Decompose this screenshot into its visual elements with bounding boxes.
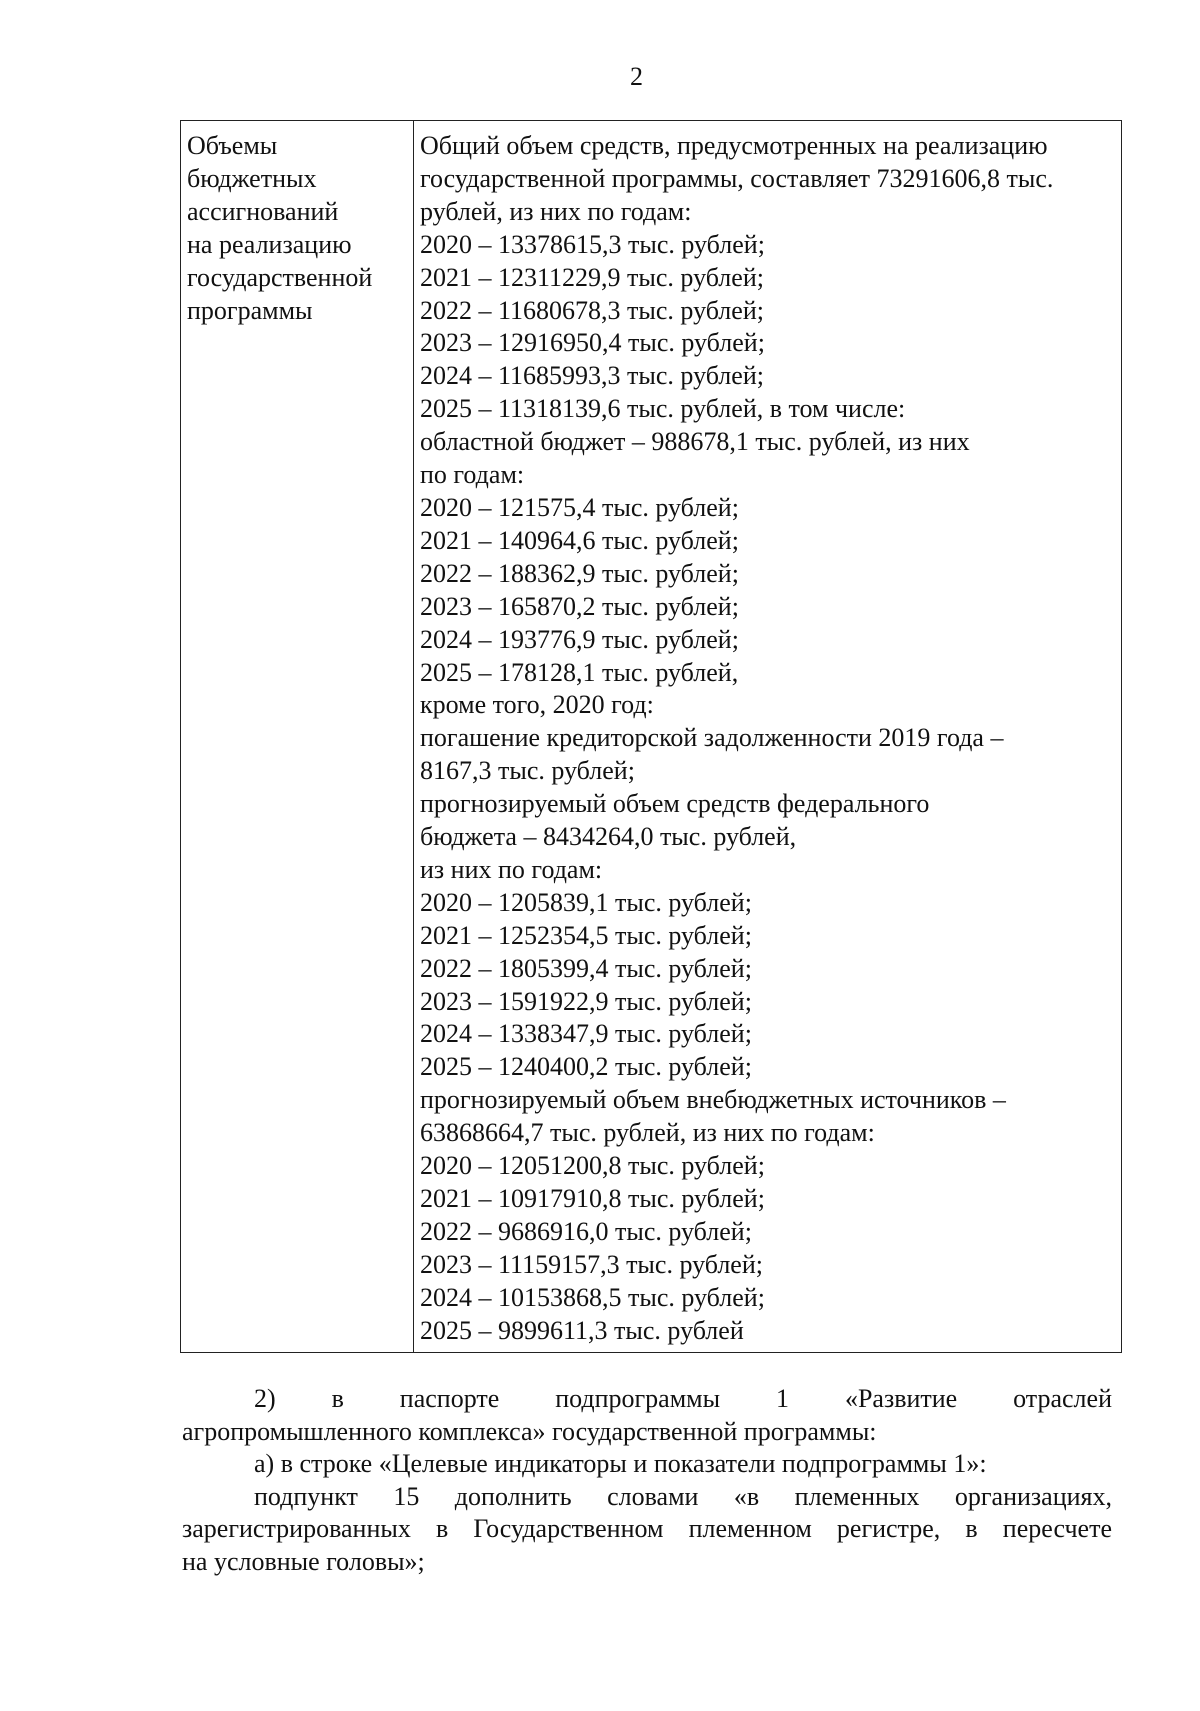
content-line: из них по годам:	[420, 854, 603, 884]
content-line: кроме того, 2020 год:	[420, 690, 654, 720]
content-line: 2023 – 165870,2 тыс. рублей;	[420, 591, 739, 621]
content-line: 2025 – 178128,1 тыс. рублей,	[420, 657, 739, 687]
page-number: 2	[630, 62, 643, 91]
label-line: государственной	[187, 262, 373, 292]
content-line: 63868664,7 тыс. рублей, из них по годам:	[420, 1118, 875, 1148]
content-line: 2023 – 11159157,3 тыс. рублей;	[420, 1249, 763, 1279]
paragraph-subitem-15-end: на условные головы»;	[182, 1546, 425, 1576]
content-line: 8167,3 тыс. рублей;	[420, 756, 635, 786]
content-line: Общий объем средств, предусмотренных на реализацию	[420, 131, 1048, 160]
content-line: 2023 – 12916950,4 тыс. рублей;	[420, 328, 765, 358]
label-line: программы	[187, 295, 313, 325]
content-line: 2021 – 10917910,8 тыс. рублей;	[420, 1184, 765, 1213]
content-line: 2024 – 10153868,5 тыс. рублей;	[420, 1282, 765, 1312]
content-line: 2023 – 1591922,9 тыс. рублей;	[420, 986, 752, 1016]
content-line: погашение кредиторской задолженности 2019 года –	[420, 723, 1004, 753]
budget-passport-table	[180, 120, 1122, 1353]
label-line: на реализацию	[187, 229, 352, 259]
content-line: 2024 – 1338347,9 тыс. рублей;	[420, 1019, 752, 1049]
content-line: 2021 – 1252354,5 тыс. рублей;	[420, 920, 752, 950]
table-row	[181, 121, 1122, 1353]
label-line: Объемы	[187, 131, 278, 160]
label-line: бюджетных	[187, 163, 317, 193]
content-line: 2022 – 188362,9 тыс. рублей;	[420, 558, 739, 588]
content-line: 2025 – 1240400,2 тыс. рублей;	[420, 1052, 752, 1082]
content-line: областной бюджет – 988678,1 тыс. рублей, из них	[420, 427, 970, 457]
content-line: 2020 – 1205839,1 тыс. рублей;	[420, 887, 752, 917]
content-line: по годам:	[420, 460, 525, 490]
table-label-cell	[181, 121, 414, 1353]
content-line: 2024 – 11685993,3 тыс. рублей;	[420, 361, 764, 391]
content-line: 2022 – 11680678,3 тыс. рублей;	[420, 295, 764, 325]
table-content-cell	[414, 121, 1122, 1353]
content-line: рублей, из них по годам:	[420, 196, 692, 226]
content-line: 2020 – 121575,4 тыс. рублей;	[420, 492, 739, 522]
paragraph-subitem-15: подпункт 15 дополнить словами «в племенных организациях,	[254, 1481, 1112, 1511]
content-line: 2024 – 193776,9 тыс. рублей;	[420, 624, 739, 654]
content-line: 2025 – 9899611,3 тыс. рублей	[420, 1315, 744, 1345]
content-line: бюджета – 8434264,0 тыс. рублей,	[420, 822, 797, 852]
paragraph-subprogram-passport: 2) в паспорте подпрограммы 1 «Развитие отраслей	[254, 1384, 1112, 1413]
content-line: прогнозируемый объем средств федерального	[420, 789, 930, 819]
paragraph-subitem-15-cont: зарегистрированных в Государственном племенном регистре, в пересчете	[182, 1514, 1112, 1543]
content-line: 2022 – 1805399,4 тыс. рублей;	[420, 953, 752, 983]
content-line: государственной программы, составляет 73291606,8 тыс.	[420, 163, 1054, 193]
label-line: ассигнований	[187, 196, 339, 226]
content-line: 2020 – 12051200,8 тыс. рублей;	[420, 1151, 765, 1181]
content-line: 2025 – 11318139,6 тыс. рублей, в том числе:	[420, 394, 906, 424]
content-line: 2022 – 9686916,0 тыс. рублей;	[420, 1216, 752, 1246]
content-line: 2021 – 12311229,9 тыс. рублей;	[420, 262, 764, 292]
amendment-text	[182, 1383, 1112, 1578]
content-line: 2021 – 140964,6 тыс. рублей;	[420, 525, 739, 555]
content-line: прогнозируемый объем внебюджетных источников –	[420, 1085, 1006, 1115]
paragraph-subprogram-passport-cont: агропромышленного комплекса» государственной программы:	[182, 1416, 877, 1446]
content-line: 2020 – 13378615,3 тыс. рублей;	[420, 229, 765, 259]
paragraph-indicators-row: а) в строке «Целевые индикаторы и показатели подпрограммы 1»:	[254, 1449, 987, 1478]
